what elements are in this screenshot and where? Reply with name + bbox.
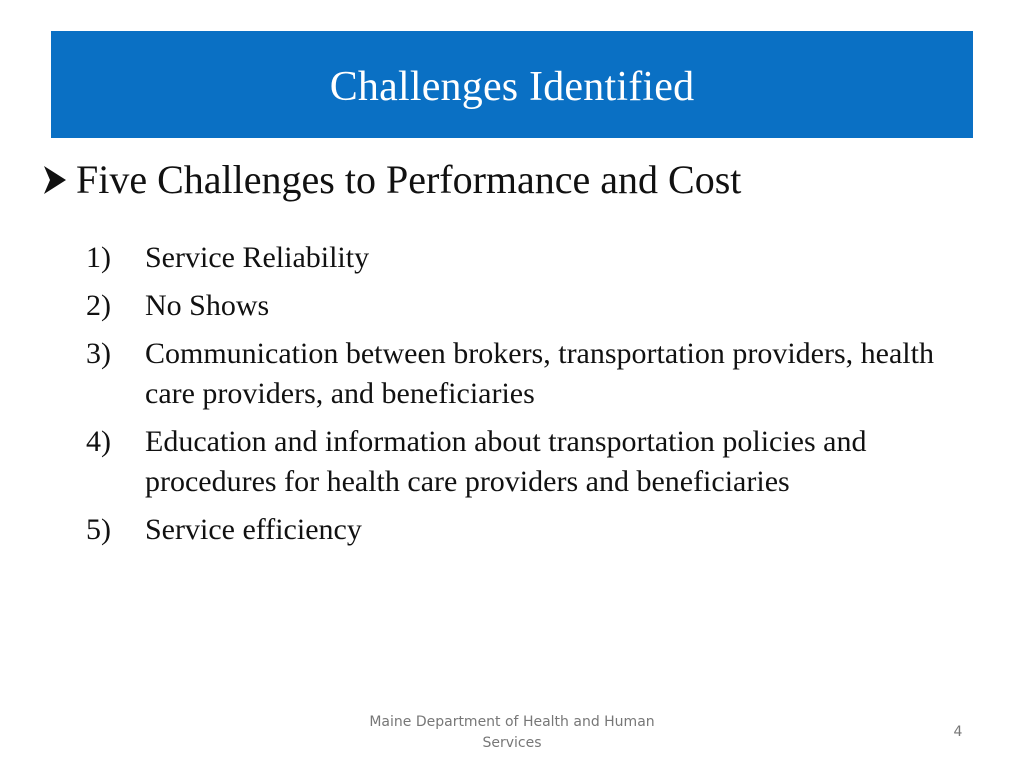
main-bullet xyxy=(36,156,741,204)
item-number: 5) xyxy=(86,513,111,546)
item-text: Service efficiency xyxy=(145,513,362,546)
list-item xyxy=(86,334,986,414)
main-bullet-text: Five Challenges to Performance and Cost xyxy=(76,157,742,202)
list-item xyxy=(86,422,986,502)
list-item xyxy=(86,238,986,278)
list-item xyxy=(86,510,986,550)
item-number: 2) xyxy=(86,289,111,322)
item-text: Service Reliability xyxy=(145,241,370,274)
item-number: 3) xyxy=(86,337,111,370)
item-number: 4) xyxy=(86,425,111,458)
challenges-list xyxy=(86,238,986,558)
footer-text: Maine Department of Health and Human Services xyxy=(369,714,655,751)
page-number: 4 xyxy=(953,724,963,740)
slide-title: Challenges Identified xyxy=(329,63,695,110)
arrow-bullet-icon xyxy=(36,160,72,200)
item-text: Communication between brokers, transportation providers, health care providers, and beneficiaries xyxy=(145,337,934,410)
item-text: Education and information about transportation policies and procedures for health care providers and beneficiaries xyxy=(145,425,867,498)
list-item xyxy=(86,286,986,326)
item-number: 1) xyxy=(86,241,111,274)
title-bar xyxy=(51,31,973,138)
item-text: No Shows xyxy=(145,289,270,322)
